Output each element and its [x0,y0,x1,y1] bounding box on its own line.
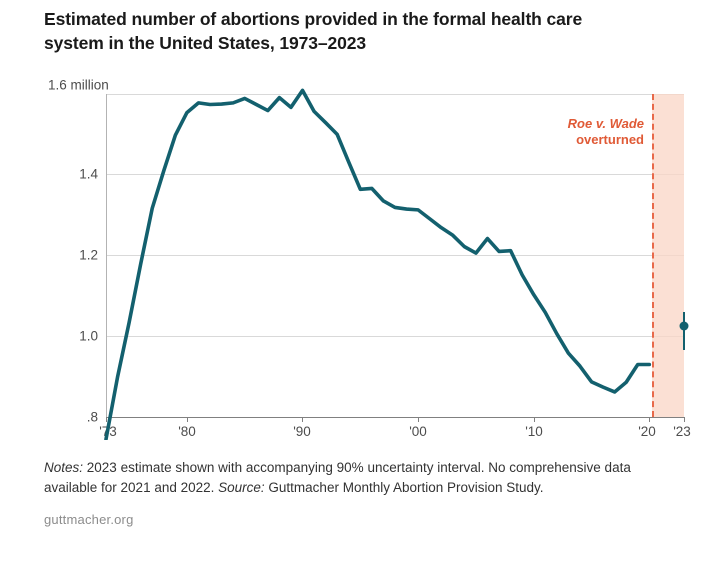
ytick-label-1_4: 1.4 [79,166,98,182]
site-credit: guttmacher.org [44,512,134,527]
xtick-2023 [684,417,685,422]
xtick-label-2020: '20 [638,424,656,439]
xtick-label-1980: '80 [178,424,196,439]
page-title: Estimated number of abortions provided in the formal health care system in the United States, 1973–2023 [44,9,583,53]
source-body: Guttmacher Monthly Abortion Provision Study. [264,480,544,496]
xtick-label-2010: '10 [525,424,543,439]
data-point-2023 [680,321,689,330]
ytick-label-1_0: 1.0 [79,328,98,344]
chart-notes [44,458,684,499]
abortions-line-series [44,72,684,440]
ytick-label-1_6: 1.6 million [48,77,109,93]
xtick-label-1990: '90 [293,424,311,439]
chart-plot-area [44,72,691,440]
source-label: Source: [218,480,265,496]
notes-body: 2023 estimate shown with accompanying 90% uncertainty interval. No comprehensive data available for 2021 and 2022. [44,460,631,496]
ytick-label-0_8: .8 [86,409,98,425]
notes-label: Notes: [44,460,84,475]
xtick-label-2023: '23 [673,424,691,439]
roe-annotation-line2: overturned [576,132,644,148]
xtick-label-2000: '00 [409,424,427,439]
uncertainty-interval-2023 [683,312,685,351]
roe-annotation-line1: Roe v. Wade [567,116,644,131]
xtick-label-1973: '73 [99,424,117,439]
ytick-label-1_2: 1.2 [79,247,98,263]
